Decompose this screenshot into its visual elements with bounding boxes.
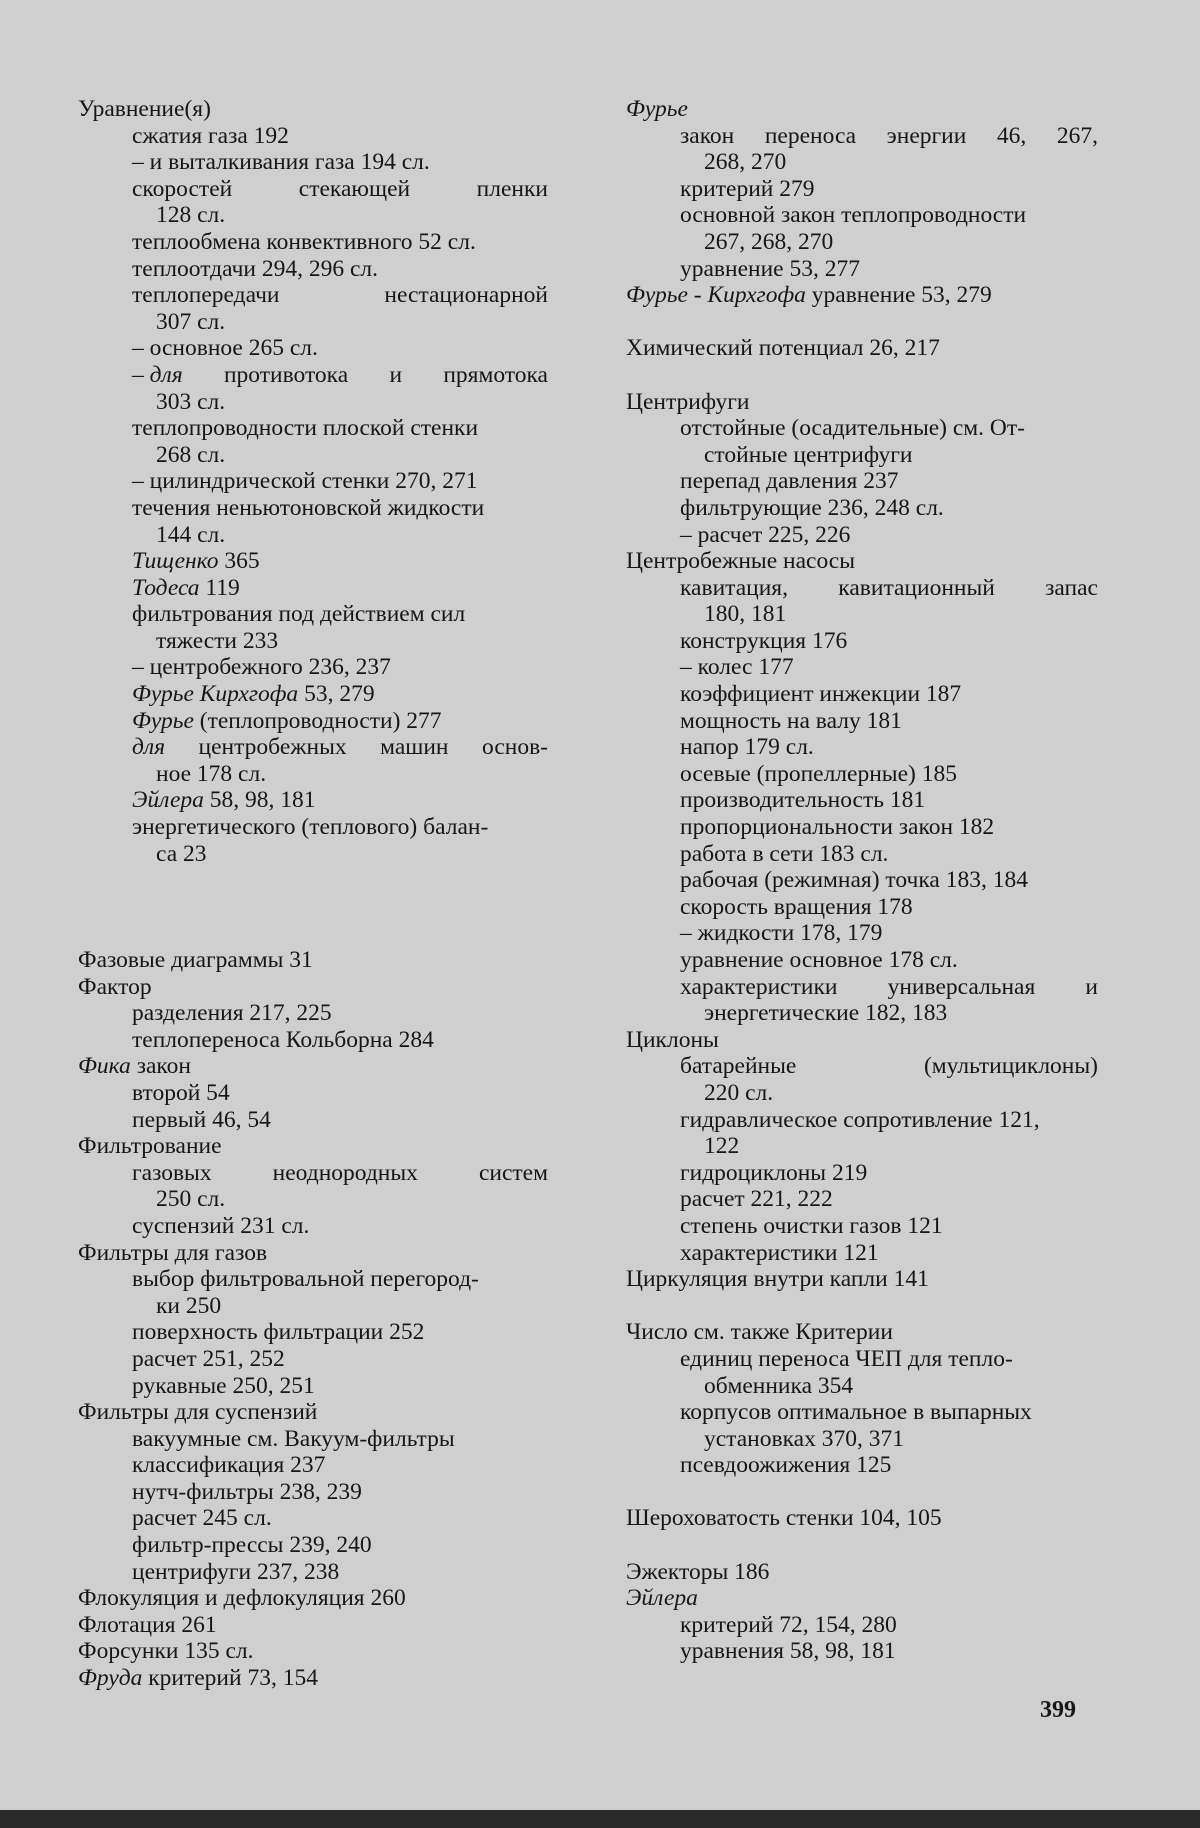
index-subentry (78, 787, 548, 814)
entry-text: гидроциклоны 219 (680, 1159, 868, 1186)
entry-word: и (1085, 973, 1098, 1000)
entry-text: перепад давления 237 (680, 468, 899, 495)
entry-spacer (626, 1479, 1098, 1506)
entry-word: неоднородных (272, 1159, 418, 1186)
entry-italic-name: Фруда (78, 1665, 143, 1692)
entry-word: кавитация, (680, 574, 788, 601)
index-subentry (626, 867, 1098, 894)
entry-text: Центрифуги (626, 388, 750, 415)
entry-text: напор 179 сл. (680, 734, 814, 761)
index-entry (626, 1266, 1098, 1293)
index-subentry (78, 575, 548, 602)
entry-text: Циклоны (626, 1026, 719, 1053)
index-subentry (626, 974, 1098, 1001)
index-continuation (626, 1080, 1098, 1107)
entry-text: центрифуги 237, 238 (132, 1558, 340, 1585)
entry-text: теплоотдачи 294, 296 сл. (132, 255, 379, 282)
entry-text: скорость вращения 178 (680, 893, 913, 920)
index-continuation (78, 309, 548, 336)
entry-text: 53, 279 (298, 681, 375, 708)
index-subentry (626, 814, 1098, 841)
entry-text: классификация 237 (132, 1452, 326, 1479)
entry-text: коэффициент инжекции 187 (680, 681, 962, 708)
entry-text: Химический потенциал 26, 217 (626, 335, 940, 362)
index-subentry (78, 654, 548, 681)
entry-word: (мультициклоны) (923, 1053, 1098, 1080)
index-subentry (626, 734, 1098, 761)
entry-text: – колес 177 (680, 654, 794, 681)
index-entry (626, 1505, 1098, 1532)
index-entry (626, 1319, 1098, 1346)
index-subentry (626, 761, 1098, 788)
index-continuation (78, 442, 548, 469)
entry-spacer (626, 1293, 1098, 1320)
entry-text: отстойные (осадительные) см. От- (680, 415, 1025, 442)
index-subentry (78, 1479, 548, 1506)
entry-text: уравнение 53, 277 (680, 255, 860, 282)
entry-text: пропорциональности закон 182 (680, 814, 995, 841)
entry-text: 144 сл. (156, 521, 226, 548)
index-subentry (626, 415, 1098, 442)
entry-word: систем (478, 1159, 548, 1186)
index-subentry (78, 1373, 548, 1400)
index-continuation (78, 761, 548, 788)
index-continuation (78, 841, 548, 868)
entry-text: расчет 221, 222 (680, 1186, 833, 1213)
index-subentry (78, 1107, 548, 1134)
index-subentry (626, 256, 1098, 283)
index-entry (78, 1240, 548, 1267)
index-subentry (78, 1559, 548, 1586)
index-subentry (78, 1213, 548, 1240)
entry-text: обменника 354 (704, 1372, 854, 1399)
entry-text: 122 (704, 1133, 740, 1160)
entry-text: характеристики 121 (680, 1239, 879, 1266)
entry-italic-name: Эйлера (626, 1585, 698, 1612)
entry-text: 268, 270 (704, 149, 787, 176)
entry-text: теплопроводности плоской стенки (132, 415, 479, 442)
entry-text: Эжекторы 186 (626, 1558, 770, 1585)
index-entry (78, 1585, 548, 1612)
index-continuation (626, 229, 1098, 256)
entry-text: второй 54 (132, 1079, 230, 1106)
entry-text: 250 сл. (156, 1186, 226, 1213)
entry-text: – цилиндрической стенки 270, 271 (132, 468, 478, 495)
entry-word: основ- (481, 734, 548, 761)
entry-text: 365 (218, 548, 260, 575)
index-continuation (626, 1426, 1098, 1453)
entry-word: нестационарной (384, 282, 548, 309)
index-continuation (78, 522, 548, 549)
entry-text: степень очистки газов 121 (680, 1212, 943, 1239)
entry-text: критерий 279 (680, 175, 815, 202)
index-subentry (78, 1452, 548, 1479)
entry-text: теплопереноса Кольборна 284 (132, 1026, 434, 1053)
entry-text: Уравнение(я) (78, 96, 211, 122)
entry-text: энергетические 182, 183 (704, 1000, 948, 1027)
index-continuation (78, 389, 548, 416)
entry-text: Фильтрование (78, 1133, 222, 1160)
index-subentry (626, 1240, 1098, 1267)
entry-text: основной закон теплопроводности (680, 202, 1027, 229)
index-subentry (626, 1053, 1098, 1080)
entry-word: скоростей (132, 175, 233, 202)
entry-spacer (626, 362, 1098, 389)
entry-text: суспензий 231 сл. (132, 1212, 310, 1239)
entry-text: – основное 265 сл. (132, 335, 318, 362)
entry-word: 46, (996, 122, 1027, 149)
entry-spacer (626, 1532, 1098, 1559)
entry-text: уравнение 53, 279 (805, 282, 992, 309)
entry-text: первый 46, 54 (132, 1106, 271, 1133)
entry-text: сжатия газа 192 (132, 122, 289, 149)
entry-italic-name: Тищенко (132, 548, 219, 575)
index-subentry (78, 282, 548, 309)
index-subentry (78, 1505, 548, 1532)
index-entry (626, 1027, 1098, 1054)
index-entry (78, 1133, 548, 1160)
index-subentry (78, 1027, 548, 1054)
index-continuation (626, 1133, 1098, 1160)
entry-spacer (78, 867, 548, 947)
entry-word: характеристики (680, 973, 838, 1000)
entry-text: критерий 73, 154 (142, 1665, 318, 1692)
entry-text: Число см. также Критерии (626, 1319, 893, 1346)
entry-text: конструкция 176 (680, 627, 848, 654)
entry-text: – и выталкивания газа 194 сл. (132, 149, 430, 176)
entry-word: универсальная (887, 973, 1036, 1000)
entry-word: батарейные (680, 1053, 797, 1080)
index-entry (626, 1585, 1098, 1612)
entry-italic-name: Тодеса (132, 574, 200, 601)
index-column-right (626, 96, 1098, 1665)
index-subentry (626, 575, 1098, 602)
index-subentry (78, 362, 548, 389)
entry-text: фильтрования под действием сил (132, 601, 466, 628)
index-subentry (78, 1346, 548, 1373)
entry-text: псевдоожижения 125 (680, 1452, 892, 1479)
entry-italic-name: Фурье (626, 96, 688, 122)
entry-italic-name: Эйлера (132, 787, 204, 814)
index-continuation (626, 601, 1098, 628)
index-subentry (78, 1080, 548, 1107)
entry-text: 303 сл. (156, 388, 226, 415)
entry-text: работа в сети 183 сл. (680, 840, 889, 867)
entry-text: Фильтры для газов (78, 1239, 268, 1266)
index-subentry (626, 202, 1098, 229)
entry-text: стойные центрифуги (704, 441, 913, 468)
entry-text: единиц переноса ЧЕП для тепло- (680, 1345, 1013, 1372)
entry-word: пленки (476, 175, 548, 202)
index-subentry (626, 1160, 1098, 1187)
index-continuation (78, 628, 548, 655)
index-subentry (78, 229, 548, 256)
index-entry (78, 947, 548, 974)
index-subentry (626, 1399, 1098, 1426)
entry-text: теплообмена конвективного 52 сл. (132, 228, 476, 255)
index-entry (78, 1053, 548, 1080)
index-subentry (626, 787, 1098, 814)
index-entry (78, 1638, 548, 1665)
index-subentry (626, 920, 1098, 947)
entry-text: расчет 251, 252 (132, 1345, 285, 1372)
index-subentry (78, 256, 548, 283)
index-subentry (626, 1638, 1098, 1665)
entry-text: вакуумные см. Вакуум-фильтры (132, 1425, 455, 1452)
index-subentry (78, 335, 548, 362)
index-subentry (78, 548, 548, 575)
entry-italic-name: Фика (78, 1053, 131, 1080)
index-entry (626, 282, 1098, 309)
entry-word: кавитационный (838, 574, 995, 601)
entry-italic-name: Фурье Кирхгофа (132, 681, 299, 708)
index-subentry (78, 1319, 548, 1346)
entry-text: фильтр-прессы 239, 240 (132, 1532, 372, 1559)
index-entry (78, 96, 548, 123)
index-subentry (78, 1000, 548, 1027)
index-entry (78, 1612, 548, 1639)
entry-text: Форсунки 135 сл. (78, 1638, 254, 1665)
entry-word: для (132, 734, 166, 761)
entry-text: корпусов оптимальное в выпарных (680, 1399, 1032, 1426)
entry-text: рукавные 250, 251 (132, 1372, 315, 1399)
entry-text: уравнение основное 178 сл. (680, 947, 958, 973)
entry-text: – расчет 225, 226 (680, 521, 851, 548)
index-subentry (626, 176, 1098, 203)
index-subentry (626, 841, 1098, 868)
index-subentry (626, 1612, 1098, 1639)
entry-word: и (389, 361, 403, 388)
index-entry (626, 96, 1098, 123)
index-subentry (78, 681, 548, 708)
index-continuation (626, 442, 1098, 469)
index-subentry (78, 734, 548, 761)
index-entry (626, 548, 1098, 575)
entry-text: уравнения 58, 98, 181 (680, 1638, 896, 1665)
index-continuation (626, 149, 1098, 176)
index-subentry (626, 1452, 1098, 1479)
entry-text: Фазовые диаграммы 31 (78, 947, 313, 974)
index-subentry (626, 468, 1098, 495)
index-subentry (78, 495, 548, 522)
entry-text: энергетического (теплового) балан- (132, 814, 489, 841)
entry-word: переноса (764, 122, 857, 149)
index-subentry (78, 1266, 548, 1293)
index-continuation (78, 1186, 548, 1213)
entry-word: энергии (886, 122, 967, 149)
entry-text: Циркуляция внутри капли 141 (626, 1266, 929, 1293)
entry-text: – центробежного 236, 237 (132, 654, 391, 681)
index-continuation (626, 1000, 1098, 1027)
entry-text: 128 сл. (156, 202, 226, 229)
entry-text: критерий 72, 154, 280 (680, 1611, 897, 1638)
entry-text: ки 250 (156, 1292, 222, 1319)
index-entry (626, 1559, 1098, 1586)
index-subentry (78, 176, 548, 203)
index-entry (626, 389, 1098, 416)
entry-italic-name: Фурье - Кирхгофа (626, 282, 806, 309)
index-subentry (626, 681, 1098, 708)
index-subentry (78, 601, 548, 628)
index-subentry (78, 708, 548, 735)
index-subentry (626, 654, 1098, 681)
entry-word: стекающей (298, 175, 411, 202)
index-entry (78, 974, 548, 1001)
entry-spacer (626, 309, 1098, 336)
entry-word: запас (1045, 574, 1098, 601)
entry-text: 58, 98, 181 (203, 787, 316, 814)
entry-text: расчет 245 сл. (132, 1505, 272, 1532)
index-subentry (626, 1107, 1098, 1134)
index-subentry (78, 415, 548, 442)
entry-word: 267, (1056, 122, 1098, 149)
entry-text: разделения 217, 225 (132, 1000, 332, 1027)
index-continuation (78, 202, 548, 229)
index-subentry (626, 1346, 1098, 1373)
page-number: 399 (1040, 1697, 1076, 1723)
index-subentry (626, 708, 1098, 735)
entry-text: Шероховатость стенки 104, 105 (626, 1505, 942, 1532)
entry-text: мощность на валу 181 (680, 707, 902, 734)
entry-text: ное 178 сл. (156, 760, 267, 787)
entry-text: производительность 181 (680, 787, 926, 814)
index-subentry (626, 1186, 1098, 1213)
entry-word: теплопередачи (132, 282, 280, 309)
index-subentry (78, 1160, 548, 1187)
entry-word: – для (132, 361, 183, 388)
entry-text: 220 сл. (704, 1079, 774, 1106)
index-continuation (626, 1373, 1098, 1400)
index-entry (78, 1399, 548, 1426)
entry-text: 119 (199, 574, 240, 601)
entry-text: (теплопроводности) 277 (193, 707, 442, 734)
entry-word: закон (680, 122, 735, 149)
entry-text: 268 сл. (156, 441, 226, 468)
index-subentry (626, 522, 1098, 549)
entry-text: установках 370, 371 (704, 1425, 904, 1452)
entry-text: гидравлическое сопротивление 121, (680, 1106, 1040, 1133)
entry-text: Флокуляция и дефлокуляция 260 (78, 1585, 406, 1612)
entry-text: закон (130, 1053, 191, 1080)
index-subentry (78, 468, 548, 495)
index-entry (626, 335, 1098, 362)
entry-text: осевые (пропеллерные) 185 (680, 760, 957, 787)
index-subentry (626, 947, 1098, 974)
entry-italic-name: Фурье (132, 707, 194, 734)
entry-text: поверхность фильтрации 252 (132, 1319, 425, 1346)
index-subentry (78, 814, 548, 841)
entry-text: Центробежные насосы (626, 548, 856, 575)
index-subentry (626, 123, 1098, 150)
index-subentry (78, 123, 548, 150)
entry-text: Флотация 261 (78, 1611, 217, 1638)
entry-text: са 23 (156, 840, 207, 867)
index-subentry (626, 495, 1098, 522)
index-column-left (78, 96, 548, 1692)
entry-word: прямотока (443, 361, 548, 388)
entry-text: выбор фильтровальной перегород- (132, 1266, 479, 1293)
entry-text: рабочая (режимная) точка 183, 184 (680, 867, 1028, 894)
index-subentry (78, 149, 548, 176)
index-entry (78, 1665, 548, 1692)
entry-text: течения неньютоновской жидкости (132, 494, 485, 521)
entry-text: нутч-фильтры 238, 239 (132, 1478, 362, 1505)
index-subentry (626, 1213, 1098, 1240)
entry-text: Фактор (78, 973, 152, 1000)
entry-text: 307 сл. (156, 308, 226, 335)
index-subentry (78, 1426, 548, 1453)
entry-text: – жидкости 178, 179 (680, 920, 883, 947)
entry-word: центробежных (198, 734, 347, 761)
index-continuation (78, 1293, 548, 1320)
entry-text: фильтрующие 236, 248 сл. (680, 494, 944, 521)
index-subentry (626, 628, 1098, 655)
entry-text: 267, 268, 270 (704, 228, 834, 255)
entry-text: 180, 181 (704, 601, 787, 628)
entry-text: Фильтры для суспензий (78, 1399, 318, 1426)
entry-word: машин (380, 734, 449, 761)
entry-word: противотока (223, 361, 349, 388)
index-subentry (626, 894, 1098, 921)
entry-text: тяжести 233 (156, 627, 279, 654)
entry-word: газовых (132, 1159, 212, 1186)
index-subentry (78, 1532, 548, 1559)
